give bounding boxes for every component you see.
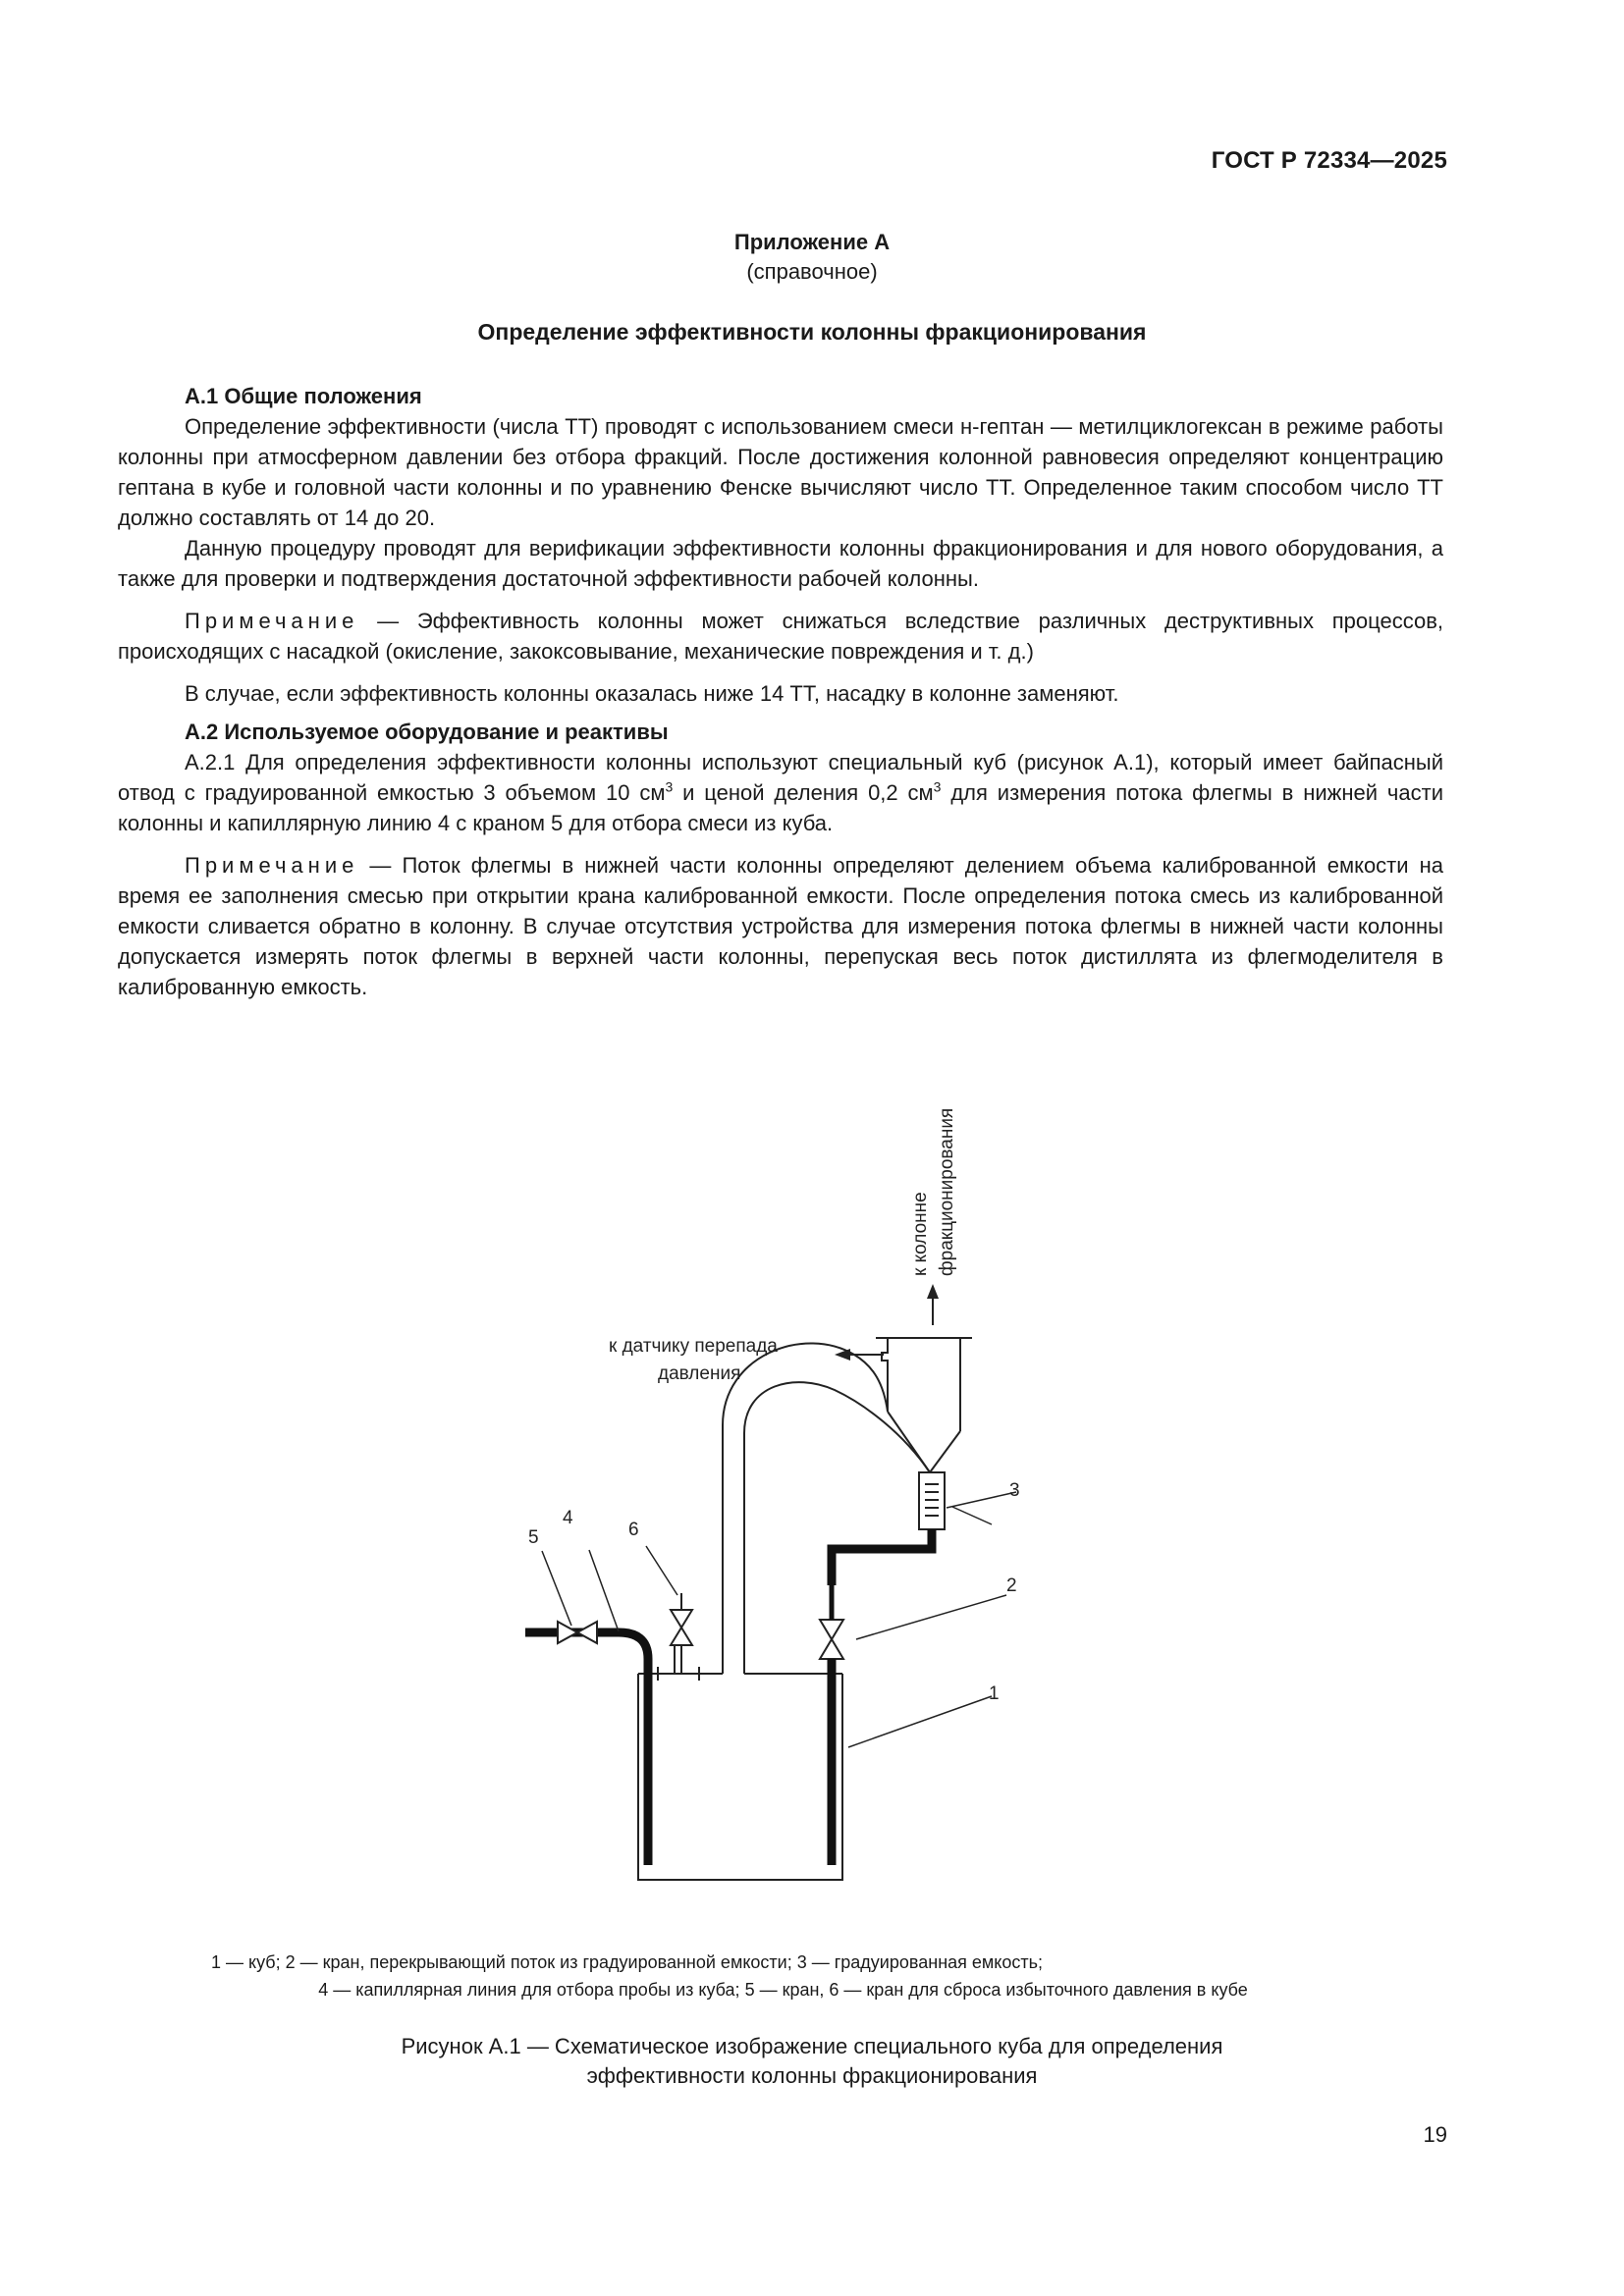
note-text: — Поток флегмы в нижней части колонны определяют делением объема калиброванной емкости на время ее заполнения смесью при открытии крана калиброванной емкости. После определения потока смесь из калиброванной емкости сливается обратно в колонну. В случае отсутствия устройства для измерения потока флегмы в нижней части колонны допускается измерять поток флегмы в верхней части колонны, перепуская весь поток дистиллята из флегмоделителя в калиброванную емкость. xyxy=(118,853,1443,999)
note-a1 xyxy=(118,606,1443,667)
valve-5-icon xyxy=(558,1622,597,1643)
note-text: — Эффективность колонны может снижаться вследствие различных деструктивных процессов, происходящих с насадкой (окисление, закоксовывание, механические повреждения и т. д.) xyxy=(118,609,1443,664)
section-heading-a2: А.2 Используемое оборудование и реактивы xyxy=(185,720,669,744)
caption-line1: Рисунок А.1 — Схематическое изображение специального куба для определения xyxy=(401,2034,1223,2058)
column-flange xyxy=(876,1338,972,1472)
superscript: 3 xyxy=(665,778,674,795)
callout-2: 2 xyxy=(1006,1575,1017,1596)
label-to-sensor-line2: давления xyxy=(658,1363,741,1384)
still-pot-diagram xyxy=(471,1060,1100,1904)
document-code: ГОСТ Р 72334—2025 xyxy=(1211,147,1447,174)
callout-5: 5 xyxy=(528,1527,539,1548)
paragraph-a2-1-part: и ценой деления 0,2 см xyxy=(673,780,934,805)
label-to-sensor-line1: к датчику перепада xyxy=(609,1336,778,1357)
valve-2-icon xyxy=(820,1585,843,1659)
label-to-column-line1: к колонне xyxy=(910,1192,931,1276)
paragraph-a2-1-part: А.2.1 Для определения эффективности колонны используют специальный куб (рисунок А.1), который имеет байпасный отвод с градуированной емкостью 3 объемом 10 см xyxy=(118,750,1443,805)
note-a2 xyxy=(118,850,1443,1002)
valve-6-icon xyxy=(671,1593,692,1674)
page-number: 19 xyxy=(1423,2122,1447,2147)
appendix-heading xyxy=(0,228,1624,287)
paragraph-a1-2: Данную процедуру проводят для верификации эффективности колонны фракционирования и для нового оборудования, а также для проверки и подтверждения достаточной эффективности рабочей колонны. xyxy=(118,536,1443,591)
callout-6: 6 xyxy=(628,1520,639,1540)
still-pot xyxy=(638,1674,842,1880)
arrow-up-icon xyxy=(927,1284,939,1325)
legend-line2: 4 — капиллярная линия для отбора пробы из куба; 5 — кран, 6 — кран для сброса избыточного давления в кубе xyxy=(318,1980,1248,2000)
page-title: Определение эффективности колонны фракционирования xyxy=(477,319,1147,345)
note-label: Примечание xyxy=(185,609,359,633)
appendix-subtitle: (справочное) xyxy=(746,259,878,284)
body-text xyxy=(118,381,1443,1002)
caption-line2: эффективности колонны фракционирования xyxy=(586,2063,1038,2088)
superscript: 3 xyxy=(933,778,942,795)
note-label: Примечание xyxy=(185,853,359,878)
paragraph-a2-1 xyxy=(118,747,1443,838)
return-line xyxy=(832,1529,932,1585)
paragraph-a2-1-part: для измерения потока флегмы в нижней части колонны и капиллярную линию 4 с краном 5 для отбора смеси из куба. xyxy=(118,780,1443,835)
figure-caption xyxy=(0,2032,1624,2091)
callout-1: 1 xyxy=(989,1683,1000,1704)
section-heading-a1: А.1 Общие положения xyxy=(185,384,422,408)
graduated-vessel xyxy=(919,1472,945,1529)
legend-line1: 1 — куб; 2 — кран, перекрывающий поток из градуированной емкости; 3 — градуированная емкость; xyxy=(211,1952,1043,1972)
appendix-title: Приложение А xyxy=(733,230,891,254)
label-to-column xyxy=(910,1108,957,1276)
label-to-column-line2: фракционирования xyxy=(937,1107,957,1276)
paragraph-a1-1: Определение эффективности (числа ТТ) проводят с использованием смеси н-гептан — метилциклогексан в режиме работы колонны при атмосферном давлении без отбора фракций. После достижения колонной равновесия определяют концентрацию гептана в кубе и головной части колонны и по уравнению Фенске вычисляют число ТТ. Определенное таким способом число ТТ должно составлять от 14 до 20. xyxy=(118,414,1443,530)
callout-3: 3 xyxy=(1009,1480,1020,1501)
callout-4: 4 xyxy=(563,1508,573,1528)
paragraph-a1-3: В случае, если эффективность колонны оказалась ниже 14 ТТ, насадку в колонне заменяют. xyxy=(185,681,1119,706)
capillary-line xyxy=(525,1632,648,1865)
figure-legend xyxy=(211,1949,1355,2003)
